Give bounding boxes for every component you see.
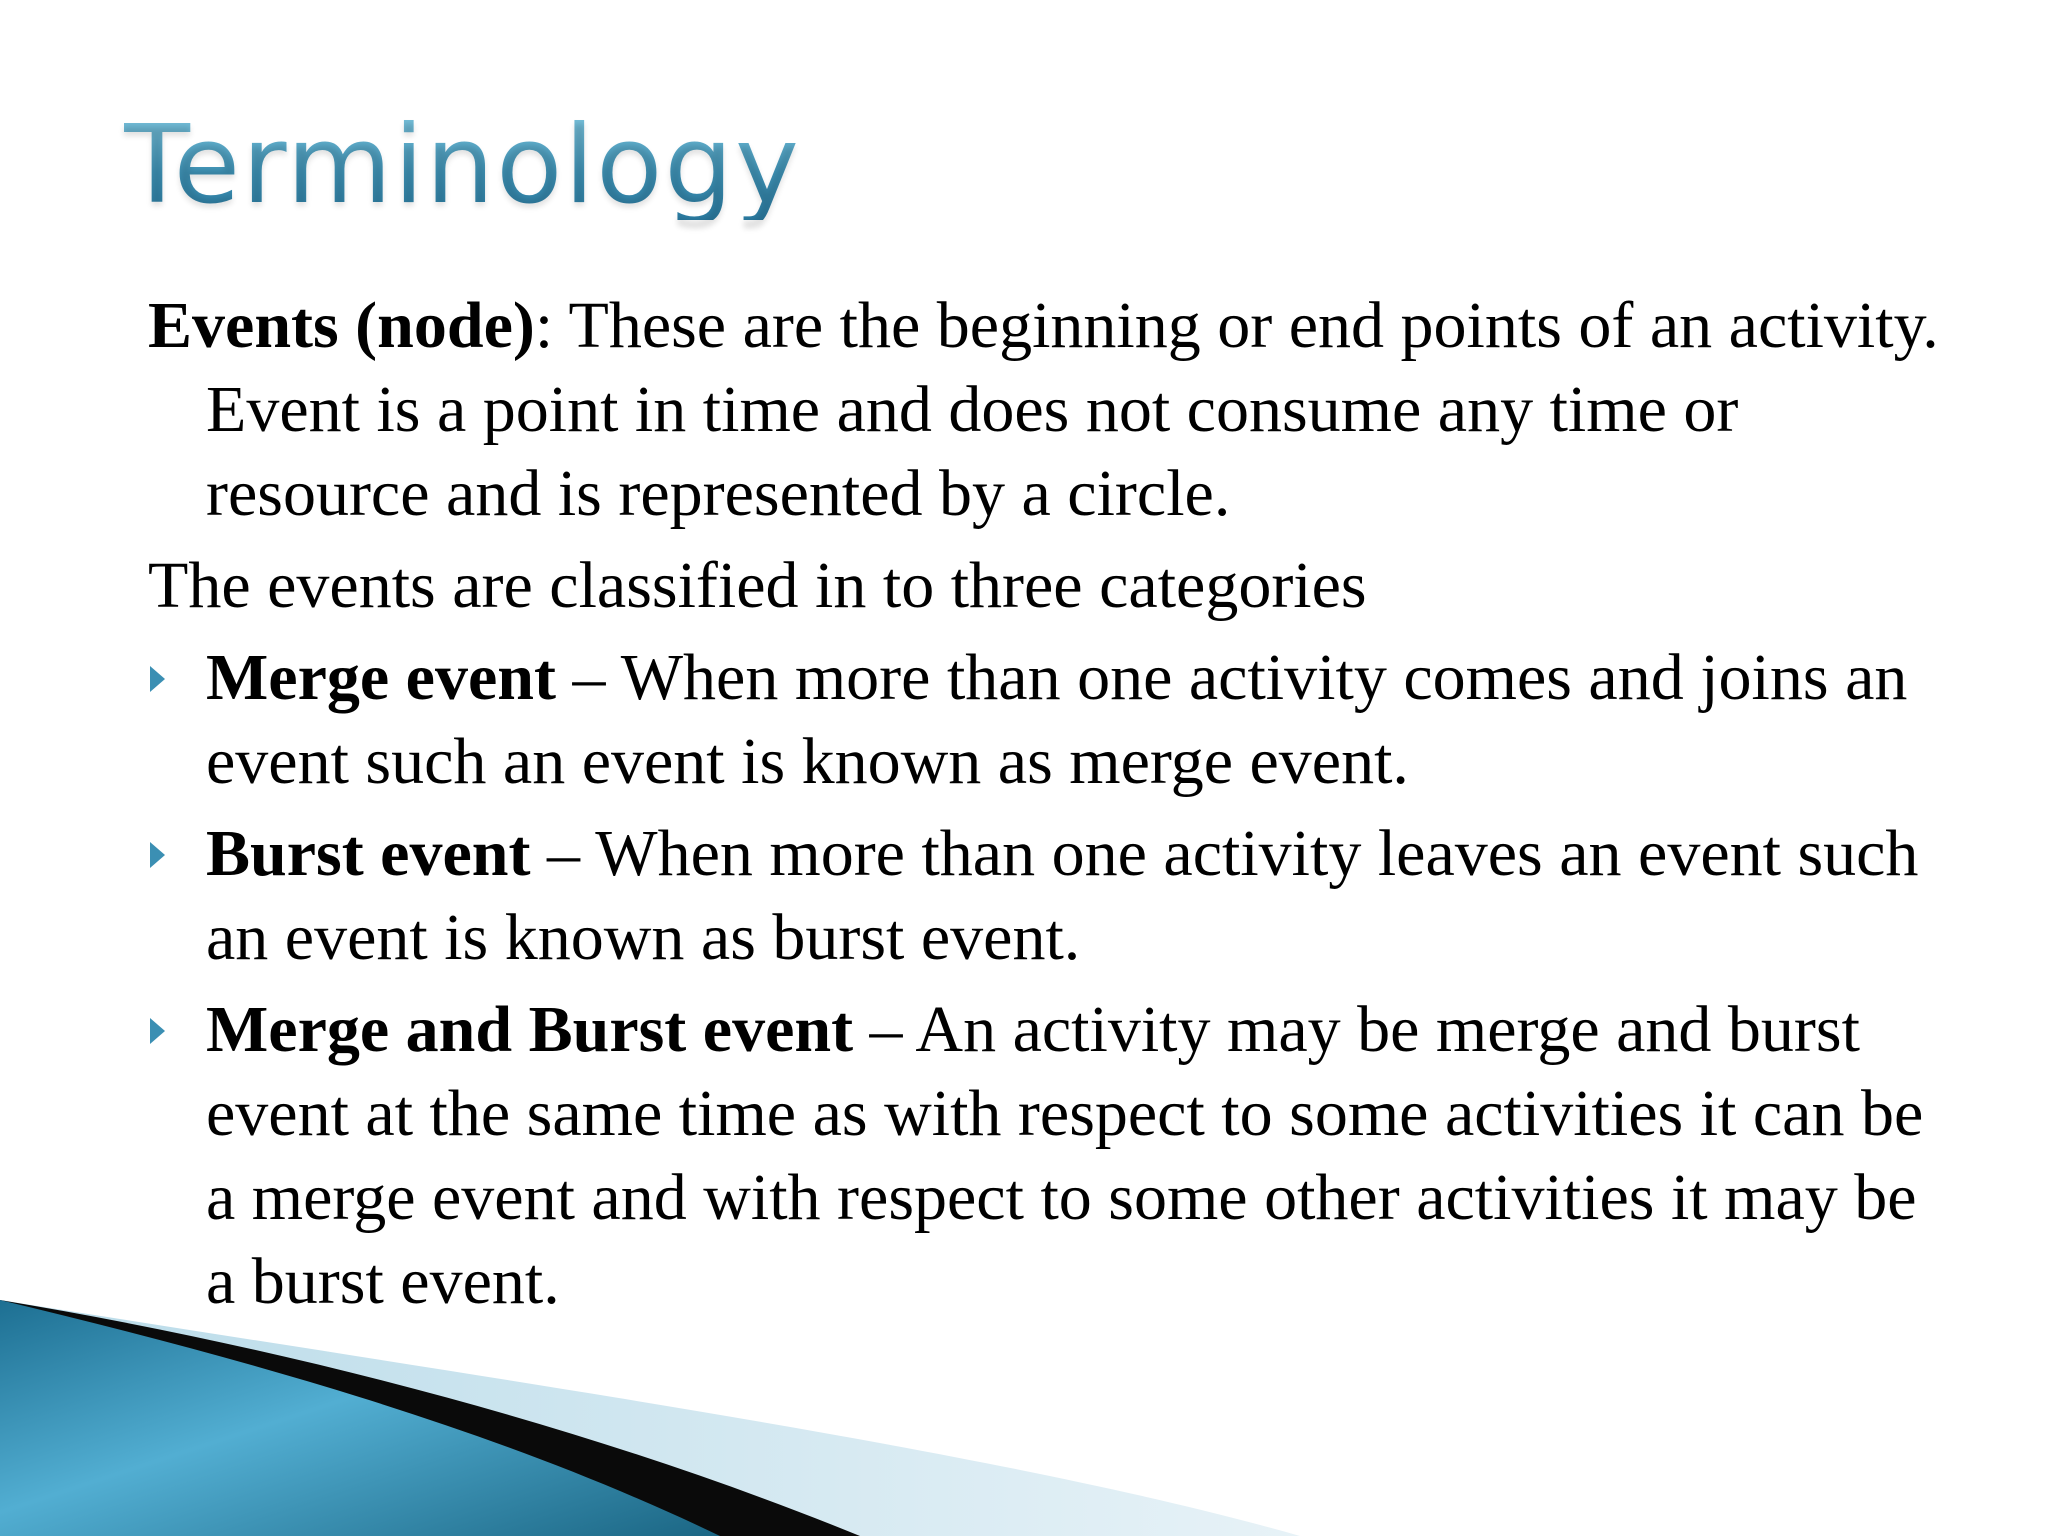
bullet-term: Burst event [206,817,531,890]
bullet-text: – An activity may be merge and burst event at the same time as with respect to some activities it can be a merge event and with respect to some other activities it may be a burst event. [206,993,1924,1318]
events-definition [148,284,1948,536]
slide-body [148,284,1948,1332]
triangle-bullet-icon [150,842,165,868]
bullet-merge-and-burst-event [148,988,1948,1324]
triangle-bullet-icon [150,666,165,692]
bullet-text: – When more than one activity leaves an event such an event is known as burst event. [206,817,1919,974]
bullet-merge-event [148,636,1948,804]
events-text: : These are the beginning or end points of an activity. Event is a point in time and does not consume any time or resource and is represented by a circle. [206,289,1939,530]
events-term: Events (node) [148,289,535,362]
bullet-text: – When more than one activity comes and joins an event such an event is known as merge event. [206,641,1908,798]
bullet-term: Merge event [206,641,556,714]
bullet-burst-event [148,812,1948,980]
categories-intro: The events are classified in to three categories [148,549,1367,622]
bullet-term: Merge and Burst event [206,993,854,1066]
slide-title: Terminology [124,103,801,228]
triangle-bullet-icon [150,1018,165,1044]
